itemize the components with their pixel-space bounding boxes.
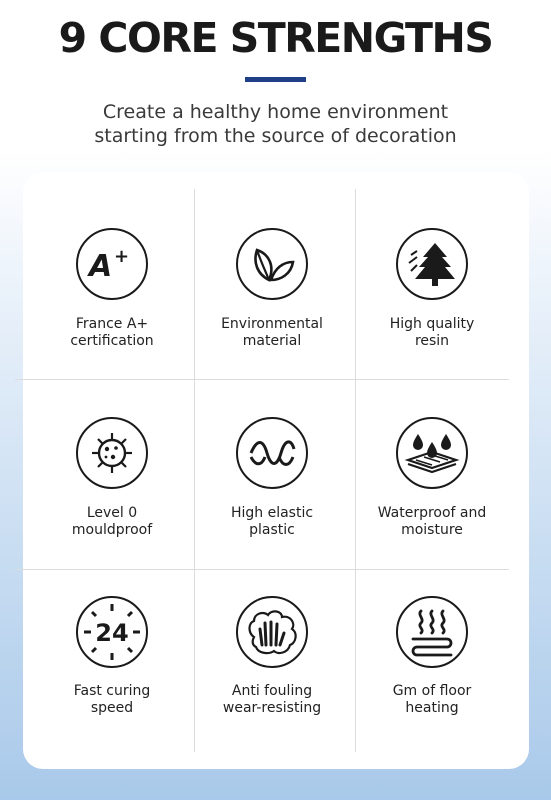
svg-text:+: + (114, 246, 130, 267)
page-title: 9 CORE STRENGTHS (58, 14, 493, 62)
grid-divider (15, 569, 509, 570)
mold-icon (76, 417, 148, 489)
feature-label: Gm of floor heating (392, 683, 472, 716)
feature-label: Anti fouling wear-resisting (222, 683, 322, 716)
features-card (23, 172, 529, 769)
clock-number: 24 (95, 619, 129, 647)
page-subtitle (0, 100, 551, 148)
clock-24-icon (76, 596, 148, 668)
feature-label: High quality resin (389, 316, 475, 349)
tree-icon (396, 228, 468, 300)
wave-icon (236, 417, 308, 489)
title-accent-bar (245, 77, 306, 82)
grid-divider (15, 379, 509, 380)
a-plus-icon (76, 228, 148, 300)
feature-label: High elastic plastic (230, 505, 314, 538)
feature-label: Waterproof and moisture (377, 505, 487, 538)
leaf-icon (236, 228, 308, 300)
hand-shield-icon (236, 596, 308, 668)
feature-label: France A+ certification (70, 316, 154, 349)
svg-text:A: A (89, 249, 113, 284)
water-drops-icon (396, 417, 468, 489)
feature-label: Level 0 mouldproof (71, 505, 153, 538)
feature-label: Fast curing speed (73, 683, 151, 716)
grid-divider (194, 189, 195, 752)
grid-divider (355, 189, 356, 752)
heat-icon (396, 596, 468, 668)
subtitle-line-1: Create a healthy home environment (102, 101, 449, 123)
subtitle-line-2: starting from the source of decoration (94, 125, 457, 147)
feature-label: Environmental material (221, 316, 323, 349)
